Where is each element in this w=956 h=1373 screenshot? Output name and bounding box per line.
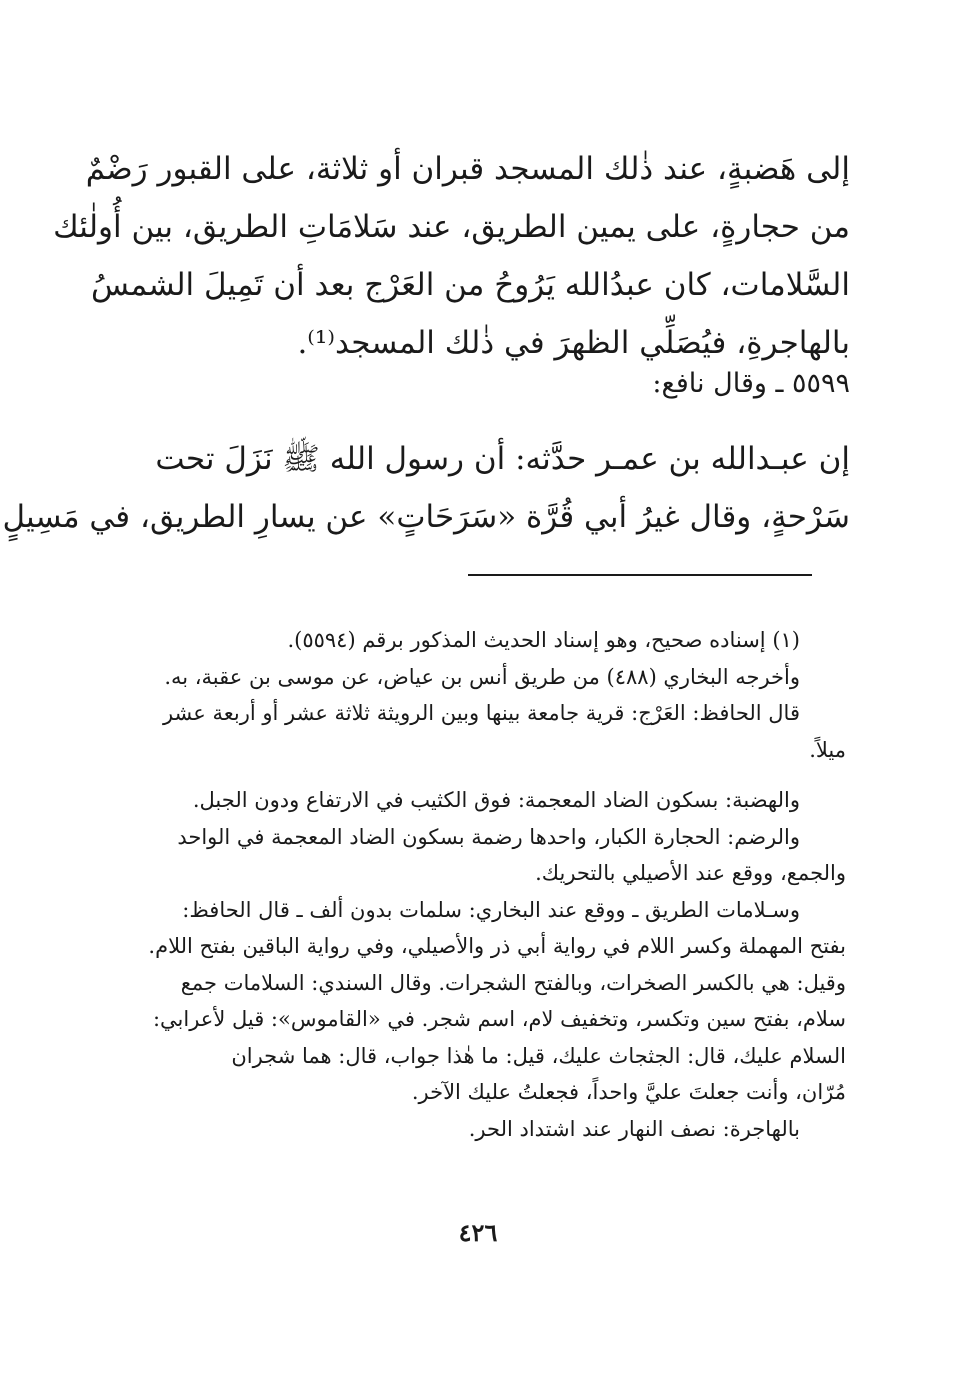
main-paragraph-2: [2, 430, 850, 546]
footnote-line: والجمع، ووقع عند الأصيلي بالتحريك.: [535, 861, 846, 885]
footnote-line: مُرّان، وأنت جعلتَ عليَّ واحداً، فجعلتُ عليك الآخر.: [411, 1080, 846, 1104]
page-number: ٤٢٦: [458, 1218, 498, 1247]
footnote-line: وسـلامات الطريق ـ ووقع عند البخاري: سلمات بدون ألف ـ قال الحافظ:: [182, 897, 800, 922]
footnote-line: بفتح المهملة وكسر اللام في رواية أبي ذر والأصيلي، وفي رواية الباقين بفتح اللام.: [148, 934, 846, 958]
main-line: من حجارةٍ، على يمين الطريق، عند سَلامَاتِ الطريق، بين أُولٰئك: [53, 209, 850, 245]
footnote-line: والرضم: الحجارة الكبار، واحدها رضمة بسكون الضاد المعجمة في الواحد: [177, 824, 800, 849]
main-line: إن عبـدالله بن عمـر حدَّثه: أن رسول الله ﷺ نَزَلَ تحت: [155, 441, 850, 477]
main-line: السَّلامات، كان عبدُالله يَرُوحُ من العَرْج بعد أن تَمِيلَ الشمسُ: [91, 267, 850, 303]
footnote-line: وقيل: هي بالكسر الصخرات، وبالفتح الشجرات. وقال السندي: السلامات جمع: [180, 970, 846, 995]
footnote-line: السلام عليك، قال: الجثجاث عليك، قيل: ما هٰذا جواب، قال: هما شجران: [231, 1043, 846, 1068]
main-line: سَرْحةٍ، وقال غيرُ أبي قُرَّة «سَرَحَاتٍ» عن يسارِ الطريق، في مَسِيلٍ: [2, 499, 850, 535]
footnote-gap: [110, 768, 846, 782]
main-paragraph-1: [53, 140, 850, 372]
footnote-line: ميلاً.: [809, 737, 846, 762]
footnote-line: بالهاجرة: نصف النهار عند اشتداد الحر.: [468, 1116, 800, 1141]
footnote-line: (١) إسناده صحيح، وهو إسناد الحديث المذكور برقم (٥٥٩٤).: [287, 628, 800, 652]
footnote-line: والهضبة: بسكون الضاد المعجمة: فوق الكثيب في الارتفاع ودون الجبل.: [192, 788, 800, 812]
footnote-line: قال الحافظ: العَرْج: قرية جامعة بينها وبين الرويثة ثلاثة عشر أو أربعة عشر: [162, 701, 800, 725]
footnote-separator: [468, 574, 812, 576]
footnotes: [110, 622, 846, 1147]
main-line: إلى هَضبةٍ، عند ذٰلك المسجد قبران أو ثلاثة، على القبور رَضْمٌ: [85, 151, 850, 187]
footnote-line: وأخرجه البخاري (٤٨٨) من طريق أنس بن عياض، عن موسى بن عقبة، به.: [164, 664, 800, 689]
footnote-line: سلام، بفتح سين وتكسر، وتخفيف لام، اسم شجر. في «القاموس»: قيل لأعرابي:: [152, 1007, 846, 1031]
hadith-number-heading: ٥٥٩٩ ـ وقال نافع:: [652, 368, 850, 399]
main-line: بالهاجرةِ، فيُصَلِّي الظهرَ في ذٰلك المسجد⁽¹⁾.: [297, 325, 850, 361]
